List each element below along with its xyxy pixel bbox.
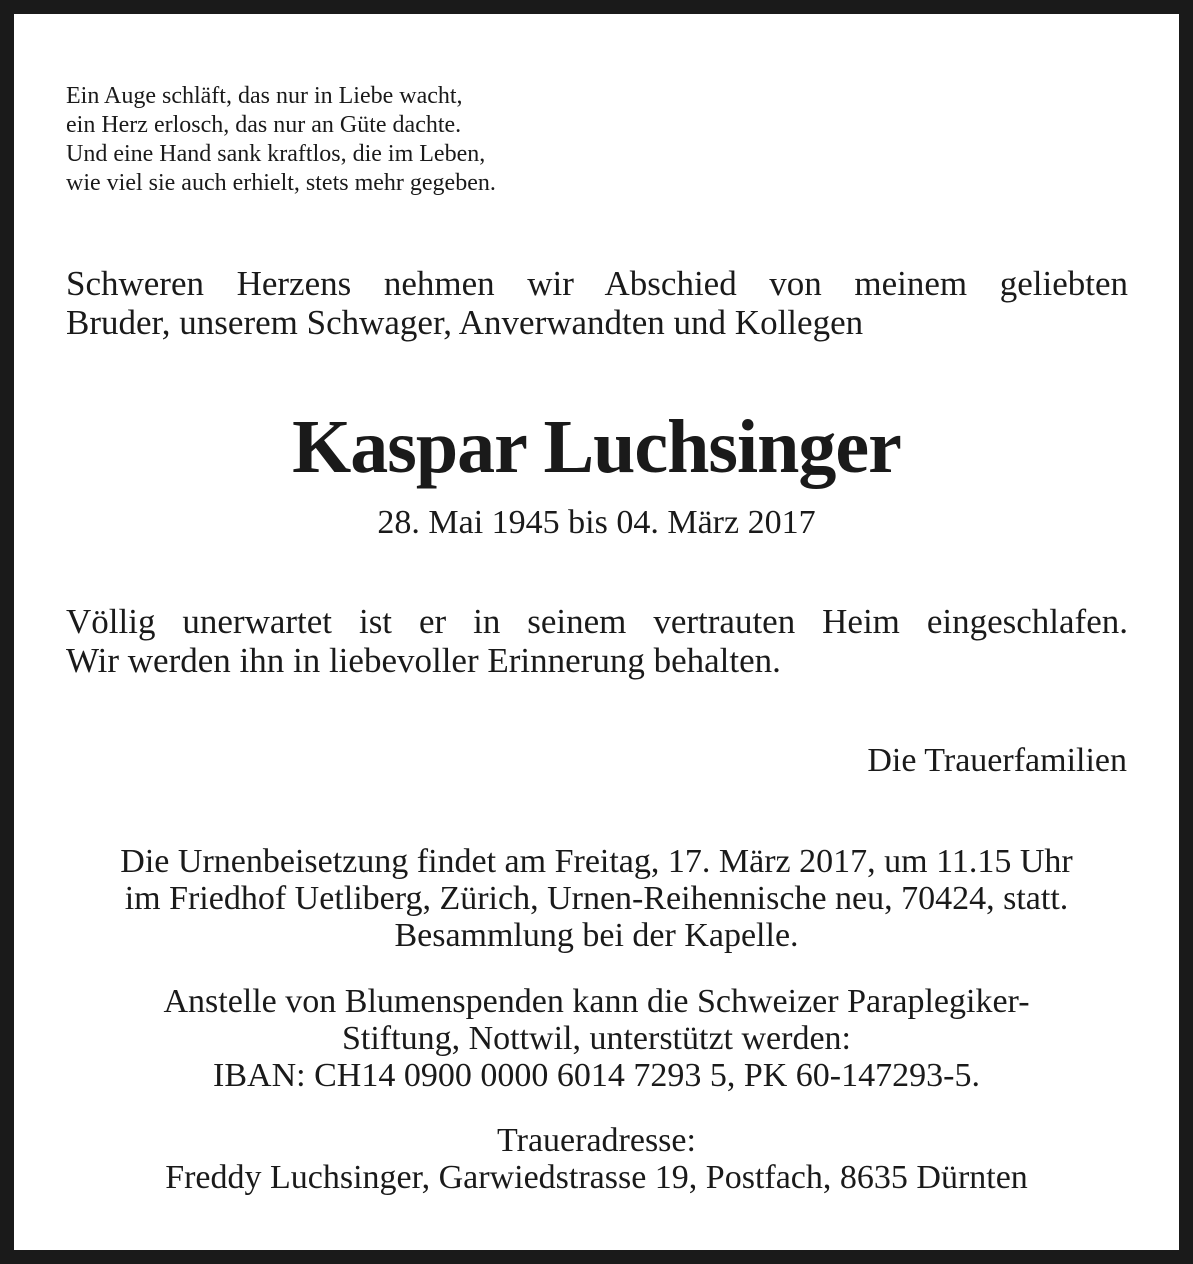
burial-line: Besammlung bei der Kapelle.: [394, 917, 799, 954]
poem-line: Und eine Hand sank kraftlos, die im Leben,: [66, 141, 486, 167]
poem-line: wie viel sie auch erhielt, stets mehr gegeben.: [66, 170, 496, 196]
poem-line: ein Herz erlosch, das nur an Güte dachte.: [66, 112, 462, 138]
burial-line: Die Urnenbeisetzung findet am Freitag, 17. März 2017, um 11.15 Uhr: [120, 843, 1073, 880]
donation-line: Anstelle von Blumenspenden kann die Schweizer Paraplegiker-: [163, 983, 1030, 1020]
life-dates: 28. Mai 1945 bis 04. März 2017: [377, 504, 816, 541]
burial-info: [0, 843, 1193, 954]
message-text: [66, 602, 1128, 680]
poem: [66, 82, 496, 198]
message-line: Wir werden ihn in liebevoller Erinnerung behalten.: [66, 641, 781, 680]
intro-text: [66, 264, 1128, 342]
poem-line: Ein Auge schläft, das nur in Liebe wacht,: [66, 83, 463, 109]
address-value: Freddy Luchsinger, Garwiedstrasse 19, Postfach, 8635 Dürnten: [165, 1159, 1028, 1196]
burial-line: im Friedhof Uetliberg, Zürich, Urnen-Reihennische neu, 70424, statt.: [124, 880, 1069, 917]
donation-line: IBAN: CH14 0900 0000 6014 7293 5, PK 60-147293-5.: [213, 1057, 980, 1094]
intro-line: Schweren Herzens nehmen wir Abschied von meinem geliebten: [66, 264, 1128, 303]
address-label: Traueradresse:: [497, 1122, 696, 1159]
message-line: Völlig unerwartet ist er in seinem vertrauten Heim eingeschlafen.: [66, 602, 1128, 641]
donation-line: Stiftung, Nottwil, unterstützt werden:: [342, 1020, 851, 1057]
intro-line: Bruder, unserem Schwager, Anverwandten und Kollegen: [66, 303, 864, 342]
mourning-address: [0, 1122, 1193, 1196]
donation-info: [0, 983, 1193, 1094]
deceased-name: Kaspar Luchsinger: [292, 405, 901, 489]
signature: Die Trauerfamilien: [867, 742, 1127, 779]
